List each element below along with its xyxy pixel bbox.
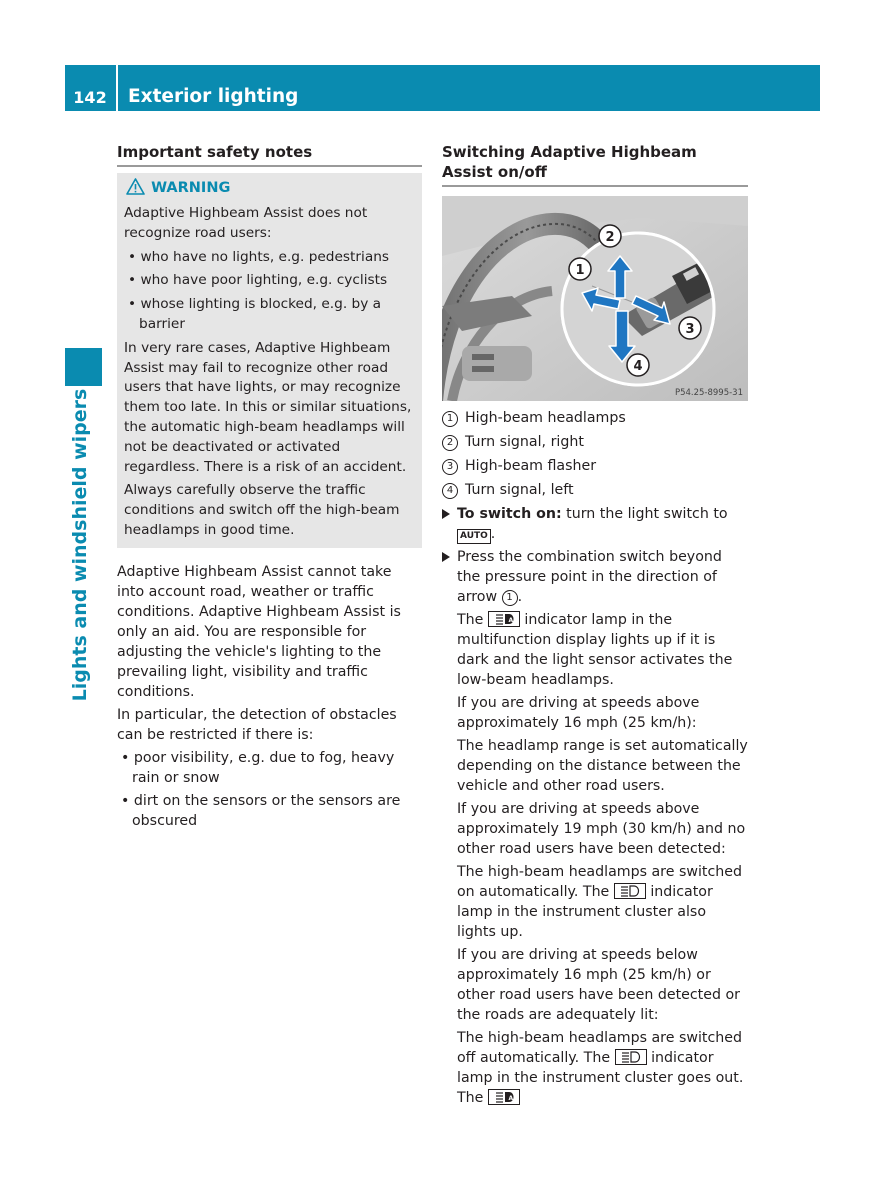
combination-switch-figure <box>442 196 748 401</box>
highbeam-lamp-icon <box>615 1049 647 1065</box>
warning-paragraph: In very rare cases, Adaptive Highbeam Assist may fail to recognize other road users that have lights, or may recognize them too late. In this or similar situations, the automatic high-beam headlamps will not be deactivated or activated regardless. There is a risk of an accident. <box>124 339 412 475</box>
warning-box <box>117 173 422 548</box>
left-column <box>117 142 422 834</box>
figure-callout: 4 <box>633 359 643 374</box>
step-arrow-icon <box>442 552 450 562</box>
figure-callout: 1 <box>575 263 585 278</box>
page-header <box>65 65 820 111</box>
figure-callout: 2 <box>605 230 615 245</box>
legend-item: 3 High-beam flasher <box>442 456 748 476</box>
safety-heading: Important safety notes <box>117 142 422 167</box>
highbeam-lamp-icon <box>614 883 646 899</box>
body-paragraph: The high-beam headlamps are switched on automatically. The indicator lamp in the instrument cluster also lights up. <box>457 864 742 940</box>
figure-legend <box>442 408 748 500</box>
highbeam-assist-lamp-icon <box>488 1089 520 1105</box>
switching-heading: Switching Adaptive Highbeam Assist on/off <box>442 142 748 187</box>
warning-bullet: • who have no lights, e.g. pedestrians <box>128 248 390 265</box>
warning-bullet: • who have poor lighting, e.g. cyclists <box>128 272 388 289</box>
header-divider <box>116 65 118 111</box>
chapter-label: Lights and windshield wipers <box>69 388 91 702</box>
list-item: • poor visibility, e.g. due to fog, heavy rain or snow <box>121 749 395 786</box>
page-number: 142 <box>73 88 107 107</box>
highbeam-assist-lamp-icon <box>488 611 520 627</box>
body-paragraph: Adaptive Highbeam Assist cannot take into account road, weather or traffic conditions. Adaptive Highbeam Assist is only an aid. You are responsible for adjusting the vehicle's lighting to the prevailing light, visibility and traffic conditions. <box>117 563 401 700</box>
svg-text:A: A <box>508 617 514 624</box>
warning-header <box>124 177 415 202</box>
left-body <box>117 562 422 831</box>
warning-intro: Adaptive Highbeam Assist does not recognize road users: <box>124 205 368 241</box>
warning-label: WARNING <box>151 180 231 196</box>
body-paragraph: If you are driving at speeds above approximately 19 mph (30 km/h) and no other road users have been detected: <box>457 801 746 857</box>
section-title: Exterior lighting <box>128 86 299 107</box>
body-paragraph: The headlamp range is set automatically depending on the distance between the vehicle and other road users. <box>457 738 748 794</box>
list-item: • dirt on the sensors or the sensors are obscured <box>121 792 401 829</box>
right-column <box>442 142 748 1111</box>
step-switch-on: To switch on: turn the light switch to AUTO . <box>442 504 748 544</box>
svg-text:A: A <box>508 1095 514 1102</box>
figure-callout: 3 <box>685 322 695 337</box>
step-arrow-icon <box>442 509 450 519</box>
body-paragraph: If you are driving at speeds above approximately 16 mph (25 km/h): <box>457 695 700 731</box>
instruction-steps <box>442 504 748 1108</box>
auto-button-icon: AUTO <box>457 529 491 544</box>
legend-item: 4 Turn signal, left <box>442 480 748 500</box>
figure-code: P54.25-8995-31 <box>674 388 743 398</box>
chapter-tab-marker <box>65 348 102 386</box>
body-paragraph: In particular, the detection of obstacles can be restricted if there is: <box>117 706 397 743</box>
body-paragraph: The high-beam headlamps are switched off automatically. The indicator lamp in the instrument cluster goes out. The A <box>457 1030 744 1106</box>
legend-item: 2 Turn signal, right <box>442 432 748 452</box>
step-press-switch: Press the combination switch beyond the pressure point in the direction of arrow 1 . <box>442 547 748 607</box>
warning-bullet: • whose lighting is blocked, e.g. by a barrier <box>128 296 382 332</box>
body-paragraph: The A indicator lamp in the multifunction display lights up if it is dark and the light sensor activates the low-beam headlamps. <box>457 612 733 688</box>
warning-triangle-icon <box>126 178 146 202</box>
body-paragraph: If you are driving at speeds below approximately 16 mph (25 km/h) or other road users have been detected or the roads are adequately lit: <box>457 947 740 1023</box>
legend-item: 1 High-beam headlamps <box>442 408 748 428</box>
warning-paragraph: Always carefully observe the traffic conditions and switch off the high-beam headlamps in good time. <box>124 482 400 538</box>
